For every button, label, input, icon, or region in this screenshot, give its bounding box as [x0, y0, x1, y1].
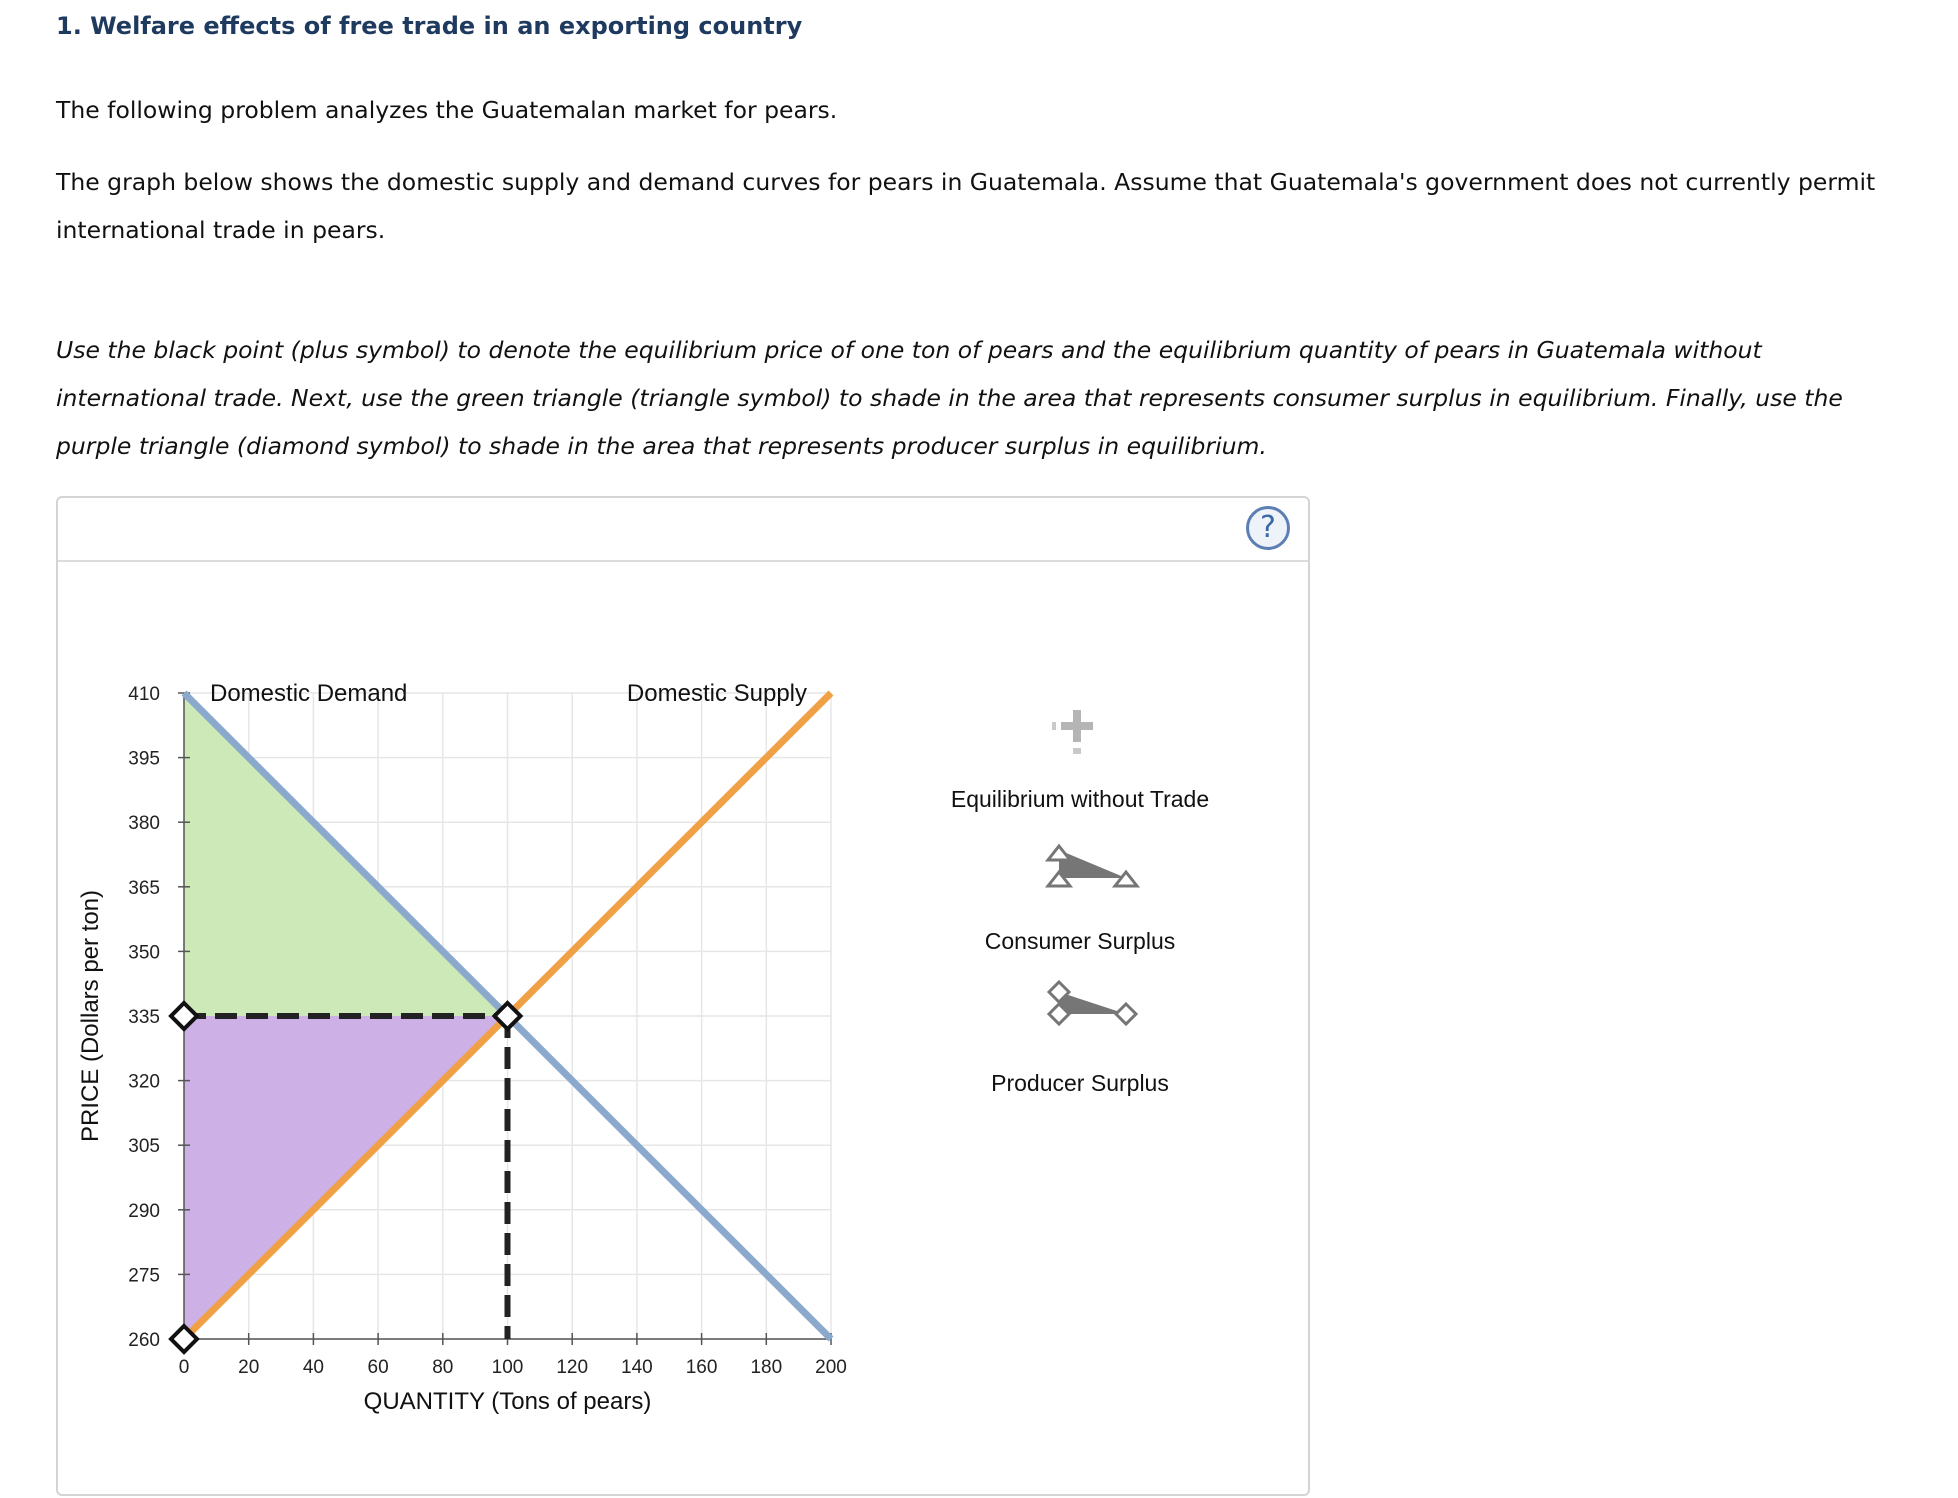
instructions-paragraph: Use the black point (plus symbol) to denote the equilibrium price of one ton of pears and the equilibrium quantity of pears in Guatemala without international trade. Next, use the green triangle (triangle symbol) to shade in the area that represents consumer surplus in equilibrium. Finally, use the purple triangle (diamond symbol) to shade in the area that represents producer surplus in equilibrium. [56, 336, 1843, 460]
y-tick-label: 335 [128, 1007, 160, 1028]
y-tick-label: 410 [128, 684, 160, 705]
x-axis-title: QUANTITY (Tons of pears) [363, 1388, 652, 1415]
intro-paragraph: The following problem analyzes the Guatemalan market for pears. [56, 96, 838, 124]
y-tick-label: 380 [128, 813, 160, 835]
graph-panel [56, 496, 1310, 1496]
x-tick-label: 80 [432, 1357, 454, 1378]
consumer-surplus-triangle-icon[interactable] [1048, 846, 1137, 886]
y-tick-label: 365 [128, 877, 160, 899]
x-tick-label: 140 [621, 1357, 653, 1378]
y-tick-label: 275 [128, 1265, 160, 1287]
y-tick-label: 350 [128, 942, 160, 964]
equilibrium-plus-icon[interactable] [1052, 710, 1093, 754]
y-axis-title: PRICE (Dollars per ton) [77, 889, 104, 1143]
y-tick-label: 305 [128, 1136, 160, 1158]
legend-producer-surplus-label: Producer Surplus [991, 1070, 1169, 1096]
legend-consumer-surplus-label: Consumer Surplus [984, 928, 1176, 954]
y-tick-label: 290 [128, 1200, 160, 1222]
description-paragraph: The graph below shows the domestic supply and demand curves for pears in Guatemala. Assume that Guatemala's government does not currently permit international trade in pears. [56, 168, 1876, 244]
x-tick-label: 120 [556, 1357, 589, 1378]
x-tick-label: 100 [491, 1357, 524, 1378]
legend-equilibrium-label: Equilibrium without Trade [950, 786, 1210, 812]
y-tick-label: 320 [128, 1071, 160, 1093]
y-tick-label: 395 [128, 748, 160, 770]
y-tick-label: 260 [128, 1330, 160, 1351]
x-tick-label: 0 [178, 1357, 190, 1378]
supply-demand-chart[interactable] [58, 498, 1312, 1498]
x-tick-label: 180 [750, 1357, 783, 1378]
help-icon[interactable]: ? [1246, 506, 1290, 550]
supply-curve-label: Domestic Supply [626, 680, 807, 707]
demand-curve-label: Domestic Demand [210, 680, 408, 707]
x-tick-label: 60 [367, 1357, 389, 1378]
producer-surplus-diamond-icon[interactable] [1049, 982, 1136, 1024]
x-tick-label: 160 [685, 1357, 718, 1378]
x-tick-label: 200 [815, 1357, 847, 1378]
x-tick-label: 20 [238, 1357, 260, 1378]
x-tick-label: 40 [302, 1357, 324, 1378]
page-title: 1. Welfare effects of free trade in an exporting country [56, 12, 803, 40]
